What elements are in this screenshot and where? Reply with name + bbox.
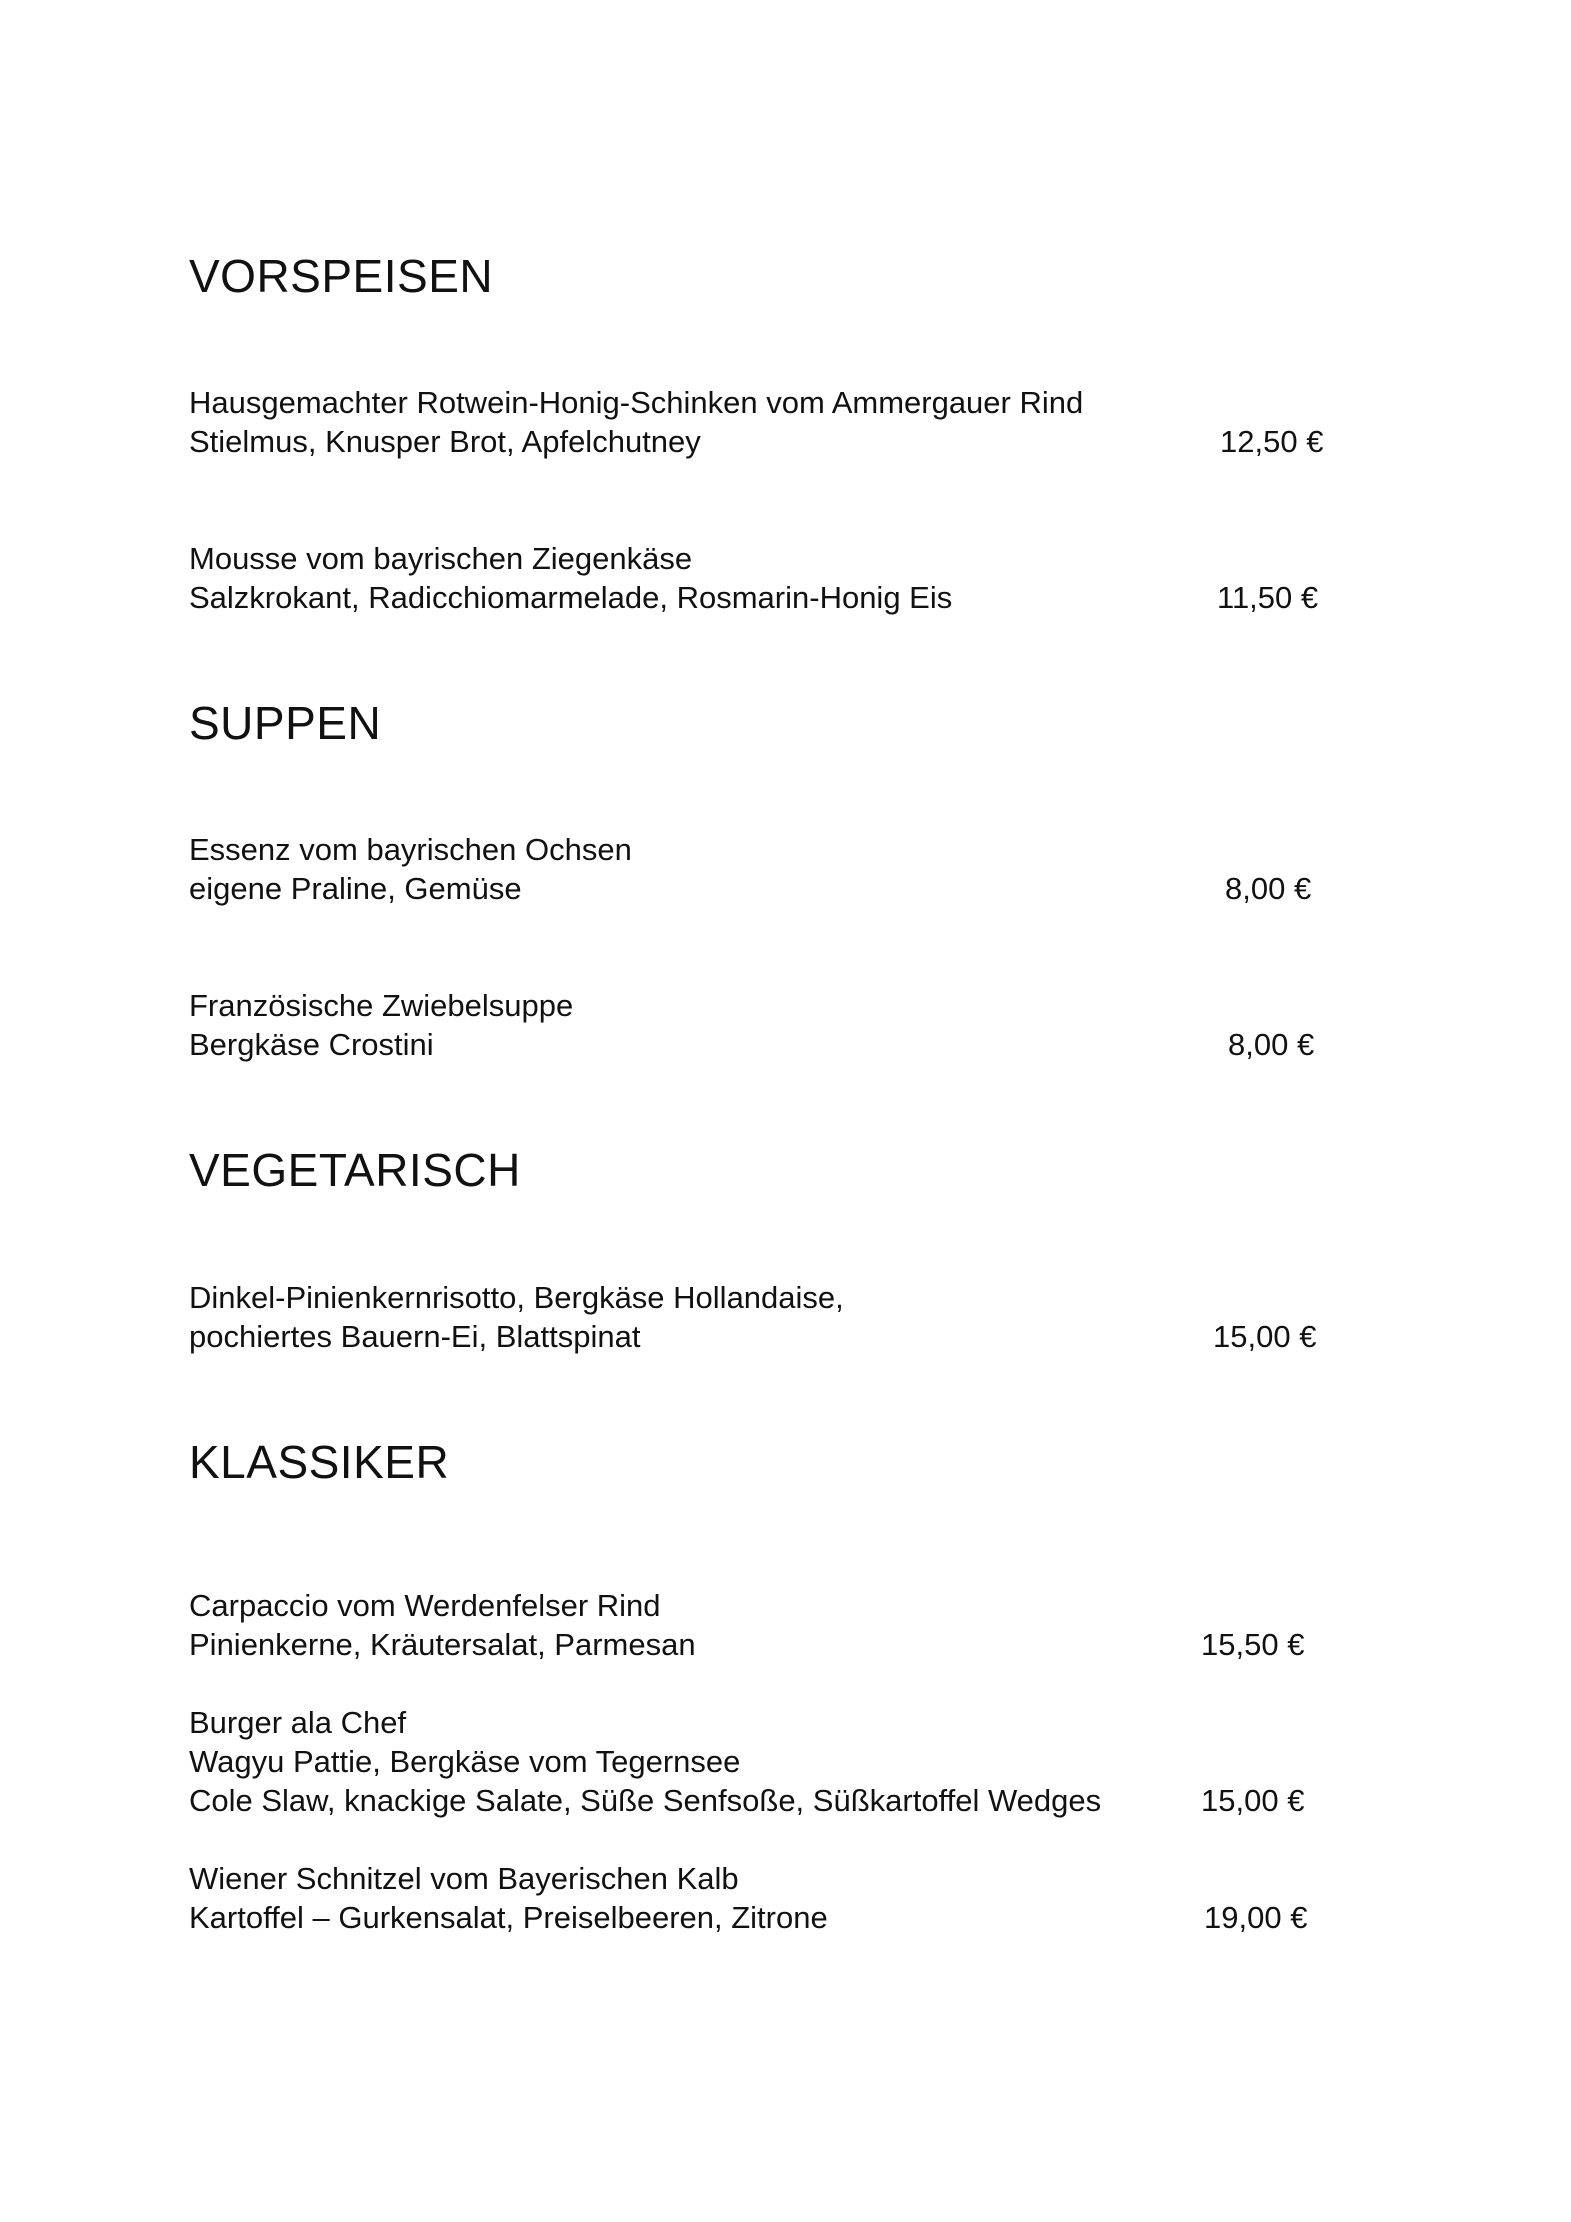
menu-item bbox=[189, 383, 1339, 461]
dish-price: 15,00 € bbox=[1213, 1319, 1317, 1354]
dish-title: Mousse vom bayrischen Ziegenkäse bbox=[189, 541, 693, 576]
menu-item bbox=[189, 1586, 1339, 1664]
dish-description: Salzkrokant, Radicchiomarmelade, Rosmarin-Honig Eis bbox=[189, 580, 953, 615]
dish-description: Bergkäse Crostini bbox=[189, 1027, 434, 1062]
dish-title: Dinkel-Pinienkernrisotto, Bergkäse Hollandaise, bbox=[189, 1280, 844, 1315]
dish-price: 19,00 € bbox=[1204, 1900, 1308, 1935]
dish-description: Cole Slaw, knackige Salate, Süße Senfsoße, Süßkartoffel Wedges bbox=[189, 1783, 1102, 1818]
dish-title: Französische Zwiebelsuppe bbox=[189, 988, 574, 1023]
menu-item bbox=[189, 830, 1339, 908]
dish-description: pochiertes Bauern-Ei, Blattspinat bbox=[189, 1319, 641, 1354]
dish-title: Essenz vom bayrischen Ochsen bbox=[189, 832, 632, 867]
section-heading-suppen: SUPPEN bbox=[189, 697, 382, 749]
dish-description: Stielmus, Knusper Brot, Apfelchutney bbox=[189, 424, 701, 459]
dish-price: 15,50 € bbox=[1201, 1627, 1305, 1662]
dish-price: 15,00 € bbox=[1201, 1783, 1305, 1818]
dish-title: Wiener Schnitzel vom Bayerischen Kalb bbox=[189, 1861, 739, 1896]
dish-title: Hausgemachter Rotwein-Honig-Schinken vom Ammergauer Rind bbox=[189, 385, 1084, 420]
dish-title: Carpaccio vom Werdenfelser Rind bbox=[189, 1588, 661, 1623]
section-heading-vegetarisch: VEGETARISCH bbox=[189, 1144, 521, 1196]
section-heading-vorspeisen: VORSPEISEN bbox=[189, 250, 494, 302]
menu-item bbox=[189, 1278, 1339, 1356]
menu-item bbox=[189, 1703, 1339, 1820]
dish-description: Pinienkerne, Kräutersalat, Parmesan bbox=[189, 1627, 696, 1662]
section-heading-klassiker: KLASSIKER bbox=[189, 1436, 450, 1488]
dish-description: Wagyu Pattie, Bergkäse vom Tegernsee bbox=[189, 1744, 741, 1779]
menu-item bbox=[189, 1859, 1339, 1937]
dish-price: 8,00 € bbox=[1228, 1027, 1315, 1062]
dish-price: 8,00 € bbox=[1225, 871, 1312, 906]
dish-description: eigene Praline, Gemüse bbox=[189, 871, 522, 906]
dish-price: 12,50 € bbox=[1220, 424, 1324, 459]
menu-item bbox=[189, 539, 1339, 617]
dish-price: 11,50 € bbox=[1217, 580, 1319, 615]
menu-item bbox=[189, 986, 1339, 1064]
dish-description: Kartoffel – Gurkensalat, Preiselbeeren, Zitrone bbox=[189, 1900, 828, 1935]
dish-title: Burger ala Chef bbox=[189, 1705, 407, 1740]
